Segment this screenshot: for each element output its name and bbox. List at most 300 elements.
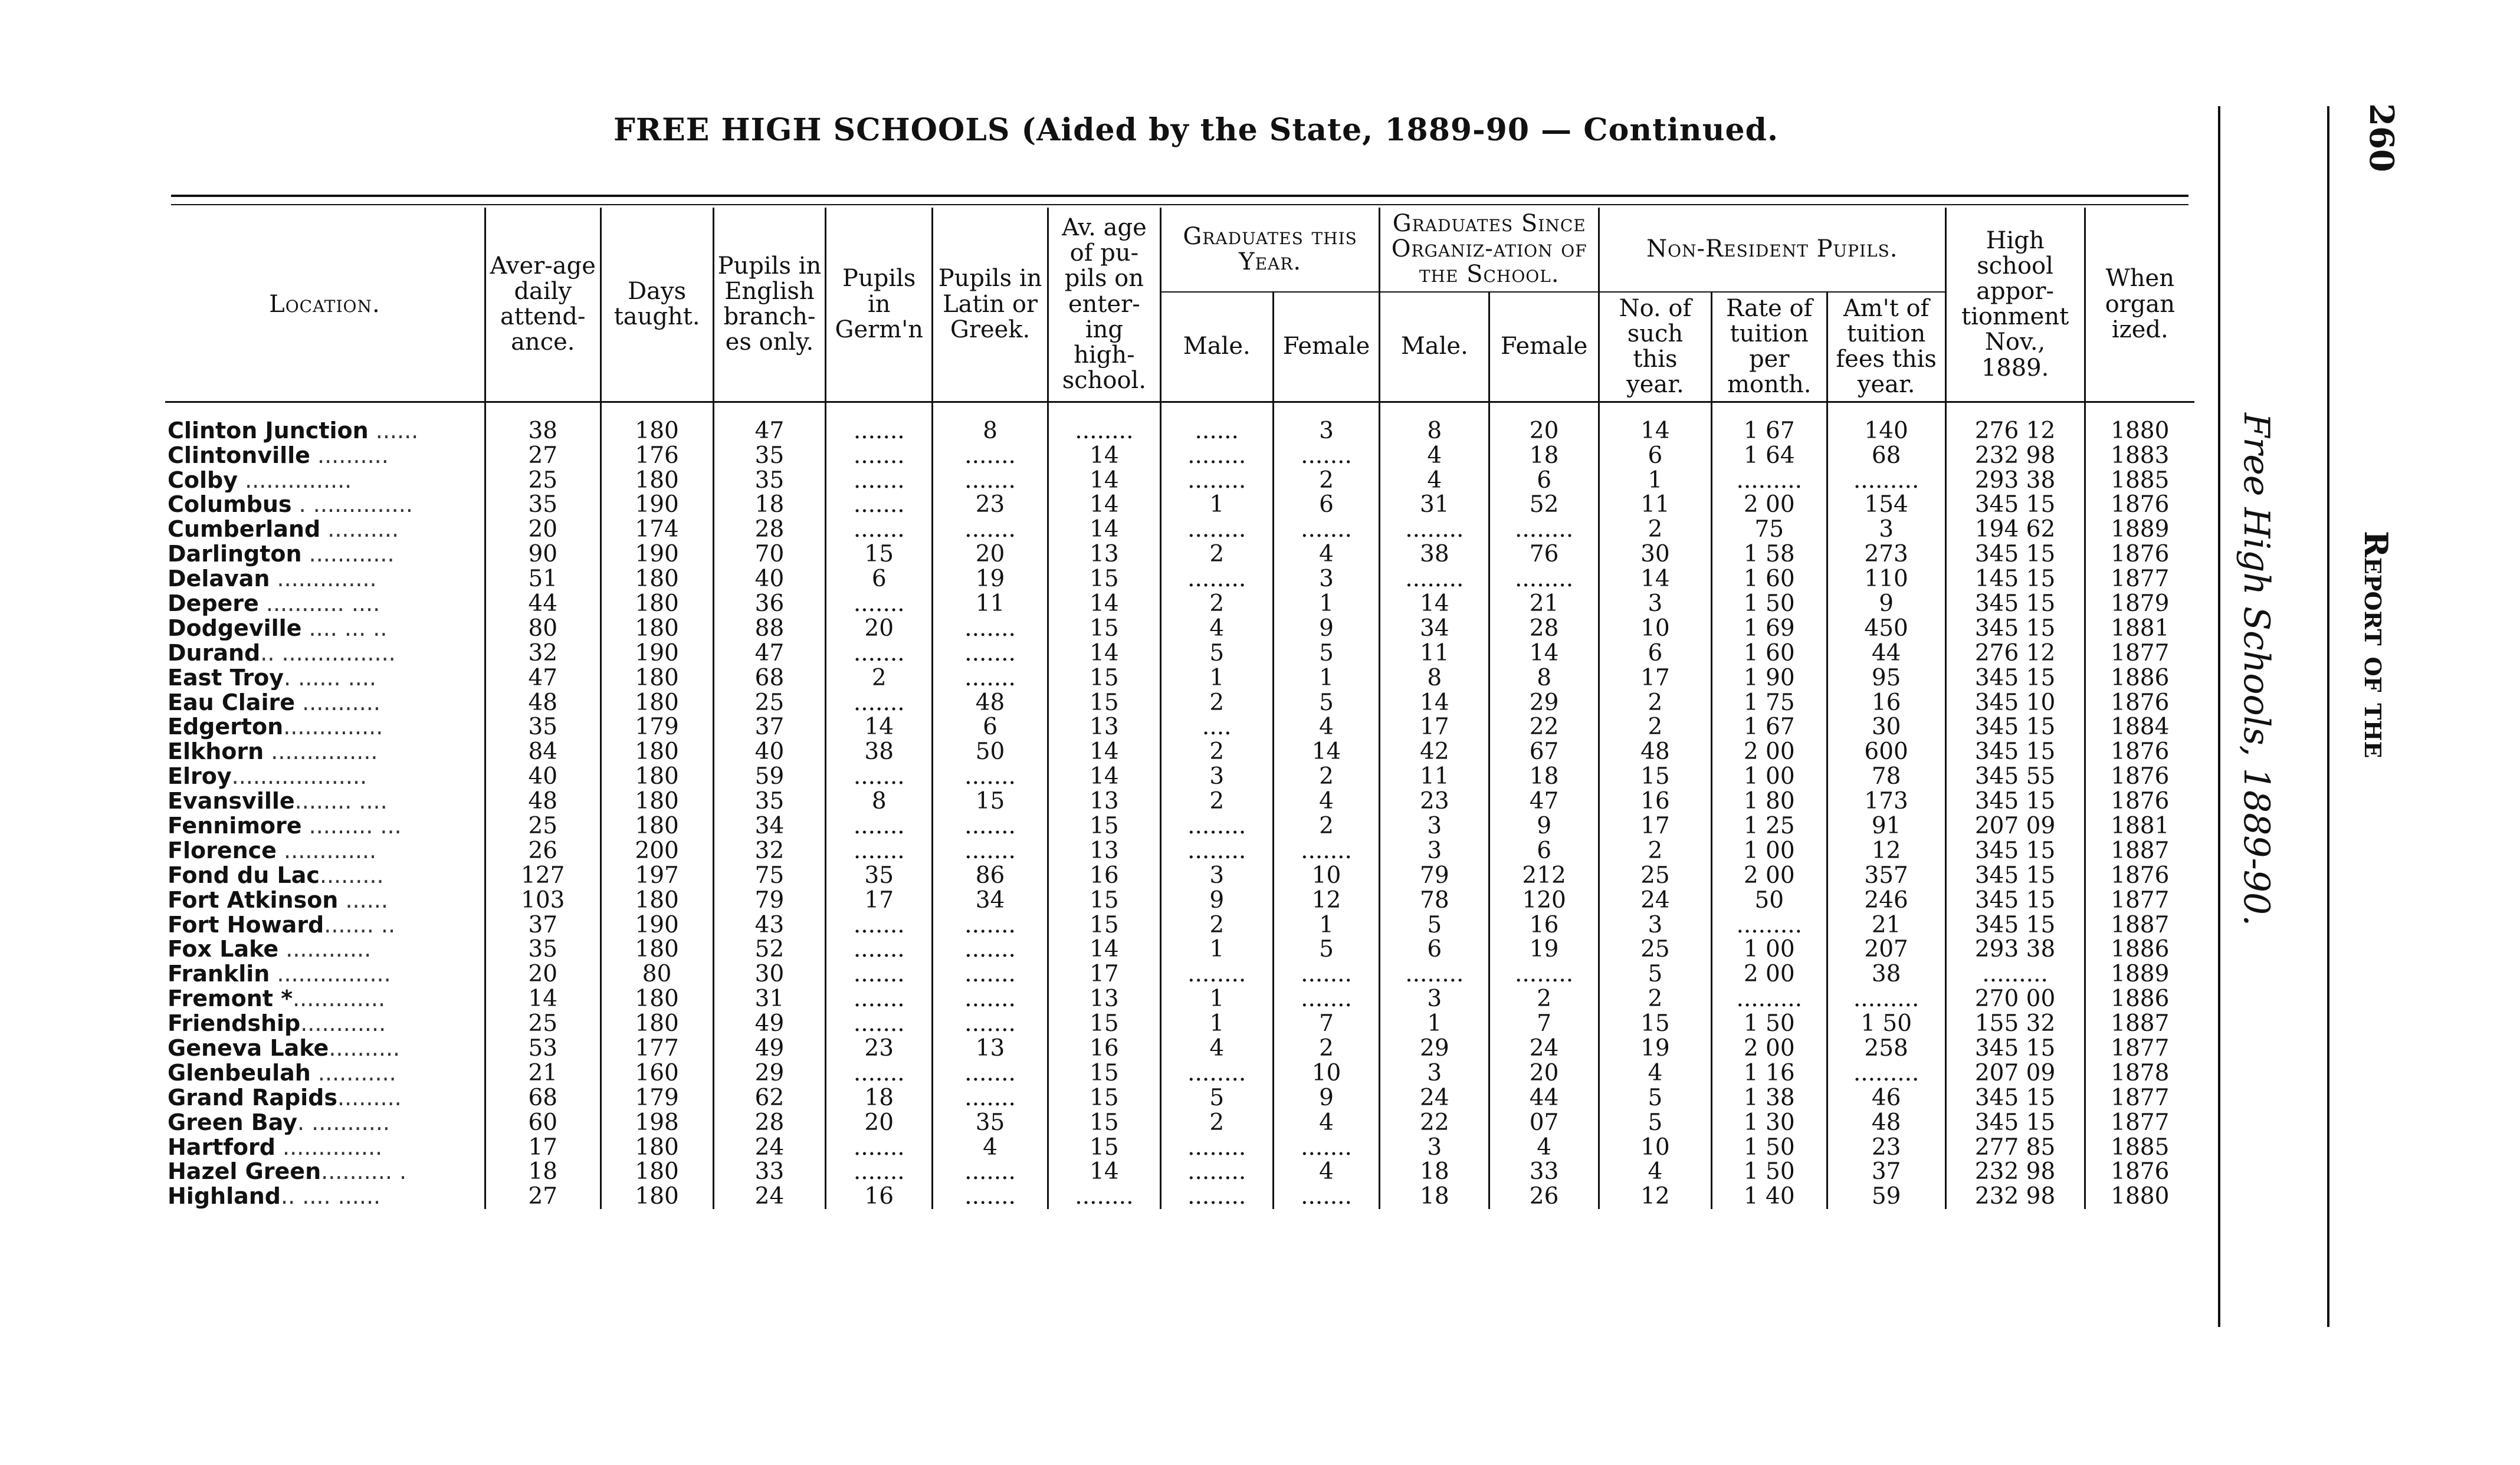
- location-name: Friendship: [168, 1011, 301, 1036]
- cell-att: 35: [485, 937, 601, 962]
- cell-amt: 357: [1827, 863, 1945, 888]
- location-name: Fox Lake: [168, 937, 279, 962]
- cell-amt: 246: [1827, 888, 1945, 912]
- cell-org: 1876: [2085, 492, 2194, 517]
- cell-age: 14: [1048, 1159, 1160, 1184]
- leader-dots: .........: [319, 863, 384, 888]
- cell-amt: 110: [1827, 567, 1945, 592]
- header-apportionment: High school appor-tionment Nov., 1889.: [1945, 208, 2085, 402]
- leader-dots: ..........: [310, 443, 389, 468]
- location-name: Fennimore: [168, 813, 302, 839]
- cell-age: 15: [1048, 665, 1160, 690]
- cell-amt: 21: [1827, 912, 1945, 937]
- leader-dots: .............: [276, 838, 377, 863]
- table-row: [165, 764, 2194, 789]
- cell-app: 345 15: [1945, 492, 2085, 517]
- cell-att: 35: [485, 715, 601, 740]
- cell-att: 25: [485, 814, 601, 839]
- location-cell: [165, 542, 485, 567]
- cell-gm: ........: [1160, 443, 1273, 468]
- cell-sm: 38: [1380, 542, 1489, 567]
- leader-dots: ...........: [310, 1060, 396, 1086]
- location-name: Green Bay: [168, 1110, 297, 1135]
- cell-app: 345 15: [1945, 1036, 2085, 1061]
- cell-eng: 79: [713, 888, 826, 912]
- cell-app: 345 15: [1945, 592, 2085, 616]
- cell-app: 207 09: [1945, 814, 2085, 839]
- cell-lat: .......: [933, 838, 1048, 863]
- cell-no: 30: [1599, 542, 1712, 567]
- cell-age: 15: [1048, 1135, 1160, 1159]
- cell-sm: ........: [1380, 567, 1489, 592]
- cell-lat: 48: [933, 690, 1048, 715]
- location-name: Elroy: [168, 764, 232, 789]
- cell-no: 4: [1599, 1159, 1712, 1184]
- cell-age: 15: [1048, 616, 1160, 640]
- cell-age: 13: [1048, 838, 1160, 863]
- cell-org: 1877: [2085, 1036, 2194, 1061]
- location-name: Dodgeville: [168, 616, 302, 641]
- cell-sm: 4: [1380, 443, 1489, 468]
- cell-gf: 2: [1273, 814, 1380, 839]
- cell-lat: 4: [933, 1135, 1048, 1159]
- cell-sf: 20: [1489, 402, 1599, 443]
- location-name: Hazel Green: [168, 1159, 321, 1184]
- margin-rule-outer: [2327, 106, 2329, 1327]
- cell-rate: 1 38: [1711, 1085, 1827, 1110]
- cell-lat: 13: [933, 1036, 1048, 1061]
- cell-age: 14: [1048, 740, 1160, 764]
- table-row: [165, 814, 2194, 839]
- cell-eng: 37: [713, 715, 826, 740]
- location-name: Elkhorn: [168, 739, 264, 764]
- table-row: [165, 962, 2194, 987]
- location-cell: [165, 987, 485, 1011]
- cell-days: 180: [601, 665, 713, 690]
- cell-sf: 6: [1489, 838, 1599, 863]
- cell-att: 127: [485, 863, 601, 888]
- cell-att: 53: [485, 1036, 601, 1061]
- leader-dots: .......... .: [321, 1159, 407, 1184]
- leader-dots: ...............: [238, 468, 352, 492]
- cell-gf: 12: [1273, 888, 1380, 912]
- location-cell: [165, 567, 485, 592]
- cell-gf: .......: [1273, 517, 1380, 542]
- cell-lat: .......: [933, 1060, 1048, 1085]
- page-title: FREE HIGH SCHOOLS (Aided by the State, 1889-90 — Continued.: [613, 112, 1779, 148]
- cell-ger: .......: [826, 1060, 933, 1085]
- cell-no: 3: [1599, 592, 1712, 616]
- cell-att: 35: [485, 492, 601, 517]
- cell-age: 15: [1048, 814, 1160, 839]
- cell-sm: 18: [1380, 1159, 1489, 1184]
- location-cell: [165, 1060, 485, 1085]
- cell-gm: ....: [1160, 715, 1273, 740]
- cell-gm: 2: [1160, 1110, 1273, 1135]
- cell-age: 14: [1048, 937, 1160, 962]
- cell-app: 345 15: [1945, 888, 2085, 912]
- cell-sm: 8: [1380, 665, 1489, 690]
- cell-app: 276 12: [1945, 640, 2085, 665]
- cell-no: 25: [1599, 937, 1712, 962]
- location-cell: [165, 863, 485, 888]
- location-cell: [165, 1011, 485, 1036]
- cell-sm: 42: [1380, 740, 1489, 764]
- cell-lat: 20: [933, 542, 1048, 567]
- cell-sf: 33: [1489, 1159, 1599, 1184]
- cell-gm: ........: [1160, 962, 1273, 987]
- cell-amt: 12: [1827, 838, 1945, 863]
- cell-gm: ........: [1160, 1060, 1273, 1085]
- cell-ger: .......: [826, 402, 933, 443]
- leader-dots: ...............: [264, 739, 378, 764]
- cell-sf: 76: [1489, 542, 1599, 567]
- cell-no: 19: [1599, 1036, 1712, 1061]
- location-name: Delavan: [168, 566, 270, 592]
- cell-sm: 3: [1380, 838, 1489, 863]
- cell-app: 293 38: [1945, 937, 2085, 962]
- location-cell: [165, 517, 485, 542]
- cell-org: 1884: [2085, 715, 2194, 740]
- cell-ger: .......: [826, 1011, 933, 1036]
- cell-rate: 1 60: [1711, 567, 1827, 592]
- cell-sf: 52: [1489, 492, 1599, 517]
- cell-org: 1887: [2085, 838, 2194, 863]
- table-row: [165, 888, 2194, 912]
- cell-eng: 24: [713, 1135, 826, 1159]
- leader-dots: ............: [278, 937, 372, 962]
- cell-att: 60: [485, 1110, 601, 1135]
- cell-gm: 4: [1160, 616, 1273, 640]
- cell-no: 10: [1599, 616, 1712, 640]
- cell-days: 174: [601, 517, 713, 542]
- cell-lat: .......: [933, 912, 1048, 937]
- cell-age: 13: [1048, 542, 1160, 567]
- cell-app: 345 15: [1945, 542, 2085, 567]
- cell-lat: .......: [933, 1184, 1048, 1209]
- cell-eng: 33: [713, 1159, 826, 1184]
- cell-ger: 16: [826, 1184, 933, 1209]
- cell-org: 1881: [2085, 616, 2194, 640]
- cell-sf: 47: [1489, 789, 1599, 814]
- cell-org: 1876: [2085, 1159, 2194, 1184]
- cell-ger: 18: [826, 1085, 933, 1110]
- cell-rate: 1 90: [1711, 665, 1827, 690]
- cell-rate: 2 00: [1711, 740, 1827, 764]
- cell-org: 1877: [2085, 567, 2194, 592]
- cell-rate: 1 64: [1711, 443, 1827, 468]
- header-location: Location.: [269, 290, 380, 318]
- cell-sf: 22: [1489, 715, 1599, 740]
- cell-org: 1880: [2085, 402, 2194, 443]
- leader-dots: ..............: [270, 566, 377, 592]
- table-row: [165, 863, 2194, 888]
- cell-days: 180: [601, 740, 713, 764]
- cell-days: 177: [601, 1036, 713, 1061]
- header-rate-tuition: Rate of tuition per month.: [1711, 292, 1827, 402]
- location-cell: [165, 937, 485, 962]
- location-cell: [165, 838, 485, 863]
- cell-org: 1877: [2085, 1110, 2194, 1135]
- cell-age: 14: [1048, 492, 1160, 517]
- cell-amt: 1 50: [1827, 1011, 1945, 1036]
- table-row: [165, 468, 2194, 492]
- cell-app: 293 38: [1945, 468, 2085, 492]
- cell-eng: 28: [713, 1110, 826, 1135]
- cell-amt: .........: [1827, 1060, 1945, 1085]
- cell-sf: 212: [1489, 863, 1599, 888]
- cell-gm: 2: [1160, 740, 1273, 764]
- location-name: Depere: [168, 591, 259, 616]
- cell-org: 1877: [2085, 888, 2194, 912]
- location-cell: [165, 1036, 485, 1061]
- cell-eng: 31: [713, 987, 826, 1011]
- cell-sm: 3: [1380, 1060, 1489, 1085]
- cell-ger: .......: [826, 690, 933, 715]
- cell-att: 17: [485, 1135, 601, 1159]
- cell-gf: 4: [1273, 1110, 1380, 1135]
- cell-sm: 79: [1380, 863, 1489, 888]
- leader-dots: ..............: [275, 1135, 383, 1160]
- cell-no: 16: [1599, 789, 1712, 814]
- cell-sf: 67: [1489, 740, 1599, 764]
- cell-age: 16: [1048, 863, 1160, 888]
- header-non-resident: Non-Resident Pupils.: [1599, 208, 1946, 292]
- cell-sm: 34: [1380, 616, 1489, 640]
- cell-app: 345 15: [1945, 863, 2085, 888]
- location-cell: [165, 468, 485, 492]
- cell-amt: 78: [1827, 764, 1945, 789]
- cell-lat: .......: [933, 640, 1048, 665]
- cell-age: 15: [1048, 912, 1160, 937]
- header-days-taught: Days taught.: [601, 208, 713, 402]
- cell-age: 15: [1048, 1110, 1160, 1135]
- cell-rate: 1 67: [1711, 402, 1827, 443]
- cell-sm: 8: [1380, 402, 1489, 443]
- cell-org: 1880: [2085, 1184, 2194, 1209]
- cell-sm: 3: [1380, 987, 1489, 1011]
- cell-age: 14: [1048, 517, 1160, 542]
- cell-lat: 15: [933, 789, 1048, 814]
- table-row: [165, 1060, 2194, 1085]
- location-cell: [165, 912, 485, 937]
- cell-gm: 2: [1160, 690, 1273, 715]
- cell-ger: 20: [826, 616, 933, 640]
- cell-sf: 4: [1489, 1135, 1599, 1159]
- leader-dots: .... ... ..: [301, 616, 388, 641]
- cell-org: 1885: [2085, 1135, 2194, 1159]
- cell-ger: 8: [826, 789, 933, 814]
- cell-app: 345 15: [1945, 616, 2085, 640]
- cell-att: 51: [485, 567, 601, 592]
- cell-lat: 11: [933, 592, 1048, 616]
- cell-amt: 3: [1827, 517, 1945, 542]
- cell-amt: 173: [1827, 789, 1945, 814]
- cell-org: 1889: [2085, 517, 2194, 542]
- cell-att: 103: [485, 888, 601, 912]
- location-cell: [165, 402, 485, 443]
- cell-app: 232 98: [1945, 1159, 2085, 1184]
- cell-days: 180: [601, 592, 713, 616]
- location-name: Darlington: [168, 541, 302, 567]
- cell-amt: 154: [1827, 492, 1945, 517]
- cell-sf: 2: [1489, 987, 1599, 1011]
- cell-gf: 4: [1273, 715, 1380, 740]
- cell-rate: 1 30: [1711, 1110, 1827, 1135]
- cell-gf: .......: [1273, 962, 1380, 987]
- cell-lat: .......: [933, 665, 1048, 690]
- cell-no: 2: [1599, 690, 1712, 715]
- cell-lat: 35: [933, 1110, 1048, 1135]
- cell-eng: 35: [713, 443, 826, 468]
- location-name: Florence: [168, 838, 277, 863]
- cell-gm: 1: [1160, 987, 1273, 1011]
- cell-age: 13: [1048, 715, 1160, 740]
- cell-lat: 23: [933, 492, 1048, 517]
- cell-lat: .......: [933, 616, 1048, 640]
- leader-dots: ........... ....: [258, 591, 380, 616]
- cell-amt: 48: [1827, 1110, 1945, 1135]
- table-row: [165, 838, 2194, 863]
- leader-dots: .............: [293, 986, 386, 1011]
- location-cell: [165, 814, 485, 839]
- cell-gm: 3: [1160, 863, 1273, 888]
- cell-rate: 2 00: [1711, 492, 1827, 517]
- location-name: Eau Claire: [168, 690, 295, 715]
- cell-sm: 29: [1380, 1036, 1489, 1061]
- cell-att: 20: [485, 962, 601, 987]
- cell-gf: .......: [1273, 838, 1380, 863]
- cell-app: 345 15: [1945, 789, 2085, 814]
- cell-amt: 44: [1827, 640, 1945, 665]
- cell-days: 180: [601, 789, 713, 814]
- cell-amt: .........: [1827, 987, 1945, 1011]
- cell-lat: .......: [933, 1011, 1048, 1036]
- cell-days: 180: [601, 468, 713, 492]
- leader-dots: ................: [270, 961, 391, 987]
- cell-gf: .......: [1273, 987, 1380, 1011]
- cell-ger: 38: [826, 740, 933, 764]
- cell-lat: .......: [933, 468, 1048, 492]
- cell-gm: ........: [1160, 1135, 1273, 1159]
- cell-sm: ........: [1380, 517, 1489, 542]
- cell-org: 1876: [2085, 789, 2194, 814]
- cell-ger: .......: [826, 592, 933, 616]
- cell-app: 277 85: [1945, 1135, 2085, 1159]
- cell-att: 68: [485, 1085, 601, 1110]
- cell-org: 1877: [2085, 1085, 2194, 1110]
- cell-sf: ........: [1489, 567, 1599, 592]
- cell-no: 2: [1599, 838, 1712, 863]
- cell-gm: 2: [1160, 592, 1273, 616]
- cell-days: 180: [601, 402, 713, 443]
- location-name: Highland: [168, 1184, 281, 1209]
- cell-sm: 5: [1380, 912, 1489, 937]
- header-graduates-since: Graduates Since Organiz-ation of the School.: [1380, 208, 1599, 292]
- cell-days: 198: [601, 1110, 713, 1135]
- cell-amt: 59: [1827, 1184, 1945, 1209]
- table-row: [165, 402, 2194, 443]
- cell-amt: 37: [1827, 1159, 1945, 1184]
- header-grad-male: Male.: [1160, 292, 1273, 402]
- table-row: [165, 987, 2194, 1011]
- location-name: Geneva Lake: [168, 1036, 329, 1061]
- cell-eng: 28: [713, 517, 826, 542]
- cell-eng: 35: [713, 468, 826, 492]
- location-name: East Troy: [168, 665, 284, 691]
- cell-app: .........: [1945, 962, 2085, 987]
- cell-sf: 26: [1489, 1184, 1599, 1209]
- cell-days: 190: [601, 640, 713, 665]
- location-cell: [165, 1085, 485, 1110]
- cell-att: 27: [485, 443, 601, 468]
- statistics-table: [165, 208, 2194, 1209]
- cell-age: 15: [1048, 567, 1160, 592]
- leader-dots: ...................: [231, 764, 368, 789]
- cell-ger: .......: [826, 962, 933, 987]
- cell-ger: .......: [826, 937, 933, 962]
- cell-sm: 24: [1380, 1085, 1489, 1110]
- cell-no: 24: [1599, 888, 1712, 912]
- leader-dots: . ...... ....: [283, 665, 377, 691]
- cell-sm: 14: [1380, 690, 1489, 715]
- cell-no: 5: [1599, 962, 1712, 987]
- header-avg-attendance: Aver-age daily attend-ance.: [485, 208, 601, 402]
- cell-sf: 8: [1489, 665, 1599, 690]
- header-avg-age: Av. age of pu-pils on enter-ing high-school.: [1048, 208, 1160, 402]
- cell-gm: ........: [1160, 814, 1273, 839]
- cell-rate: 1 50: [1711, 1011, 1827, 1036]
- cell-eng: 47: [713, 402, 826, 443]
- cell-no: 6: [1599, 640, 1712, 665]
- cell-no: 5: [1599, 1085, 1712, 1110]
- header-graduates-this-year: Graduates this Year.: [1160, 208, 1380, 292]
- cell-lat: .......: [933, 517, 1048, 542]
- cell-att: 26: [485, 838, 601, 863]
- cell-org: 1886: [2085, 987, 2194, 1011]
- margin-rule: [2218, 106, 2220, 1327]
- cell-rate: 1 69: [1711, 616, 1827, 640]
- cell-no: 17: [1599, 814, 1712, 839]
- cell-app: 345 15: [1945, 838, 2085, 863]
- cell-age: 15: [1048, 1085, 1160, 1110]
- cell-gm: 1: [1160, 665, 1273, 690]
- cell-org: 1879: [2085, 592, 2194, 616]
- cell-gf: 2: [1273, 1036, 1380, 1061]
- cell-lat: .......: [933, 962, 1048, 987]
- cell-lat: 19: [933, 567, 1048, 592]
- location-name: Fort Atkinson: [168, 888, 339, 913]
- cell-rate: 1 58: [1711, 542, 1827, 567]
- cell-sf: 20: [1489, 1060, 1599, 1085]
- cell-no: 15: [1599, 1011, 1712, 1036]
- cell-att: 48: [485, 690, 601, 715]
- location-name: Fremont *: [168, 986, 293, 1011]
- location-cell: [165, 789, 485, 814]
- cell-eng: 52: [713, 937, 826, 962]
- cell-sf: 18: [1489, 443, 1599, 468]
- cell-gf: .......: [1273, 1184, 1380, 1209]
- cell-rate: .........: [1711, 987, 1827, 1011]
- cell-org: 1886: [2085, 665, 2194, 690]
- location-cell: [165, 764, 485, 789]
- cell-app: 276 12: [1945, 402, 2085, 443]
- cell-no: 6: [1599, 443, 1712, 468]
- cell-org: 1887: [2085, 912, 2194, 937]
- leader-dots: ......: [368, 417, 419, 444]
- table-row: [165, 492, 2194, 517]
- cell-lat: 34: [933, 888, 1048, 912]
